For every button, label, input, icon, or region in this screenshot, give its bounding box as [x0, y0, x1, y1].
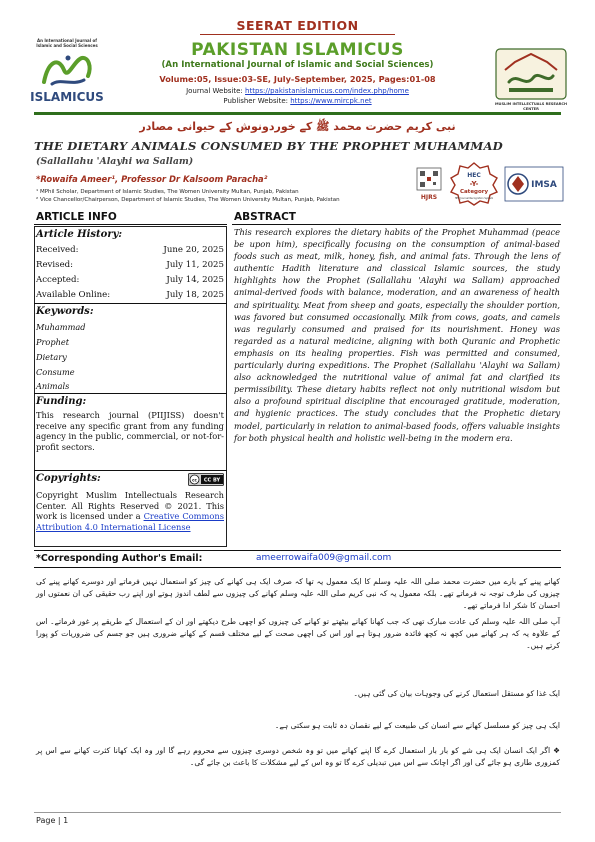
history-value: July 18, 2025 — [166, 290, 224, 300]
keyword-item: Consume — [36, 367, 75, 377]
footer-rule — [34, 812, 561, 813]
history-value: July 14, 2025 — [166, 275, 224, 285]
abstract-heading: ABSTRACT — [234, 211, 296, 223]
urdu-paragraph: ایک غذا کو مستقل استعمال کرنے کی وجوہات بیان کی گئی ہیں۔ — [353, 689, 560, 698]
publisher-website-link[interactable]: https://www.mircpk.net — [290, 97, 372, 105]
history-label: Received: — [36, 245, 79, 255]
urdu-title: نبی کریم حضرت محمد ﷺ کے خوردونوش کے حیوانی مصادر — [139, 120, 456, 133]
affiliation-2: ² Vice Chancellor/Chairperson, Department of Islamic Studies, The Women University Multan, Punjab, Pakistan — [36, 197, 340, 203]
keyword-item: Animals — [36, 381, 70, 391]
publisher-website-line — [110, 97, 485, 105]
keyword-item: Muhammad — [36, 322, 86, 332]
hec-y-category-badge — [450, 162, 498, 206]
journal-website-label: Journal Website: — [186, 87, 243, 95]
history-value: June 20, 2025 — [163, 245, 224, 255]
author-list: *Rowaifa Ameer¹, Professor Dr Kalsoom Paracha² — [36, 174, 268, 184]
funding-heading: Funding: — [36, 396, 87, 407]
islamicus-calligraphy-logo — [38, 52, 98, 90]
imsa-label: IMSA — [531, 180, 557, 190]
keyword-item: Dietary — [36, 352, 67, 362]
hjrs-label: HJRS — [420, 194, 438, 201]
funding-divider — [34, 470, 227, 471]
history-heading: Article History: — [36, 229, 123, 240]
keywords-heading: Keywords: — [36, 306, 94, 317]
journal-website-line — [110, 87, 485, 95]
edition-label: SEERAT EDITION — [236, 18, 359, 33]
corresponding-author-label: *Corresponding Author's Email: — [36, 553, 203, 564]
page-number: Page | 1 — [36, 816, 69, 825]
copyrights-heading: Copyrights: — [36, 473, 101, 484]
hjrs-badge-icon — [414, 166, 444, 202]
corresponding-bottom-rule — [34, 567, 561, 568]
affiliation-1: ¹ MPhil Scholar, Department of Islamic Studies, The Women University Multan, Punjab, Pakistan — [36, 189, 299, 195]
funding-text: This research journal (PIIJISS) doesn't receive any specific grant from any funding agency in the public, commercial, or not-for-profit sectors. — [36, 410, 224, 452]
keywords-divider — [34, 393, 227, 394]
hec-footer-label: HEC Journal Recognition System — [454, 197, 494, 200]
history-label: Accepted: — [36, 275, 80, 285]
cc-by-license-icon — [188, 473, 224, 486]
publisher-website-label: Publisher Website: — [223, 97, 288, 105]
license-link[interactable]: Creative Commons Attribution 4.0 International License — [36, 511, 225, 532]
article-subtitle: (Sallallahu 'Alayhi wa Sallam) — [36, 156, 194, 167]
history-value: July 11, 2025 — [166, 260, 224, 270]
urdu-paragraph: کھانے پینے کے بارے میں حضرت محمد صلی اللہ علیہ وسلم کا ایک معمول یہ تھا کہ صرف ایک ہی کھانے کی چیز کو استعمال نہیں فرماتے اور دوسرے کھانے پینے کی چیزوں کی طرف توجہ نہ فرماتے تھے۔ بلکہ معمول یہ کہ نبی کریم صلی اللہ علیہ وسلم کھانے کی چیزوں سے لطف اندوز ہوتے اور اپنے رب حقیقی کی ان نعمتوں اور احسان کا شکر ادا فرماتے تھے۔ — [36, 577, 560, 611]
left-logo-caption: An International Journal of Islamic and Social Sciences — [36, 38, 98, 48]
article-info-heading: ARTICLE INFO — [36, 211, 117, 223]
journal-name: PAKISTAN ISLAMICUS — [191, 40, 404, 60]
urdu-paragraph: ایک ہی چیز کو مسلسل کھانے سے انسان کی طبیعت کے لیے نقصان دہ ثابت ہو سکتی ہے۔ — [274, 721, 560, 730]
hec-bottom-label: Category — [459, 189, 489, 195]
history-divider — [34, 303, 227, 304]
keyword-item: Prophet — [36, 337, 70, 347]
svg-text:cc: cc — [192, 477, 197, 483]
corresponding-divider — [34, 550, 561, 551]
copyrights-text — [36, 490, 224, 532]
urdu-bullet-paragraph: ❖ اگر ایک انسان ایک ہی شے کو بار بار استعمال کرے گا اپنے کھانے میں تو وہ شخص دوسری چیزوں سے محروم رہے گا اور وہ ایک کھانا کثرت کھانے سے اس پر کمزوری طاری ہو جائے گی اور اگر اچانک سے اس میں تبدیلی کرے گا تو وہ اس کے لیے مشکلات کا باعث بن جائے گی۔ — [36, 746, 560, 768]
hec-mid-label: -Y- — [469, 180, 479, 188]
edition-underline — [200, 34, 395, 35]
copyrights-statement: Copyright Muslim Intellectuals Research Center. All Rights Reserved © 2021. This work is licensed under a — [36, 490, 224, 521]
imsa-badge-icon — [504, 166, 564, 202]
volume-issue-line: Volume:05, Issue:03-SE, July-September, 2025, Pages:01-08 — [159, 74, 436, 84]
history-label: Revised: — [36, 260, 74, 270]
right-logo-caption: MUSLIM INTELLECTUALS RESEARCH CENTER — [494, 102, 568, 111]
left-logo-wordmark: ISLAMICUS — [30, 90, 104, 104]
corresponding-author-email[interactable]: ameerrowaifa009@gmail.com — [256, 553, 392, 563]
header-divider — [34, 112, 561, 115]
abstract-text: This research explores the dietary habits of the Prophet Muhammad (peace be upon him), specifically focusing on the consumption of animal-based foods such as meat, milk, honey, fish, and animal fats. Through the lens of authentic Hadith literature and classical Islamic sources, the study highlights how the Prophet (Sallallahu 'Alayhi wa Sallam) approached animal-derived foods with balance, moderation, and an awareness of health and spirituality. Meat from sheep and goats, especially the shoulder portion, was favored but consumed occasionally. Milk from cows, goats, and camels was regularly consumed and praised for its nourishment. Honey was regarded as a natural medicine, aligning with both Quranic and Prophetic emphasis on its healing properties. Fish was permitted and consumed, particularly during expeditions. The Prophet (Sallallahu 'Alayhi wa Sallam) also acknowledged the nutritional value of animal fat and clarified its permissibility. These dietary habits reflect not only nutritional wisdom but also a profound spiritual discipline that encouraged gratitude, moderation, and hygienic practices. The study concludes that the Prophetic dietary model, particularly in relation to animal-based foods, offers valuable insights for both physical health and holistic well-being in the modern era. — [234, 227, 560, 443]
journal-website-link[interactable]: https://pakistanislamicus.com/index.php/home — [245, 87, 409, 95]
mirc-muslim-logo — [495, 48, 567, 100]
journal-subtitle: (An International Journal of Islamic and Social Sciences) — [161, 60, 434, 70]
hec-top-label: HEC — [467, 172, 481, 179]
history-label: Available Online: — [36, 290, 111, 300]
cc-badge-label: CC BY — [203, 477, 221, 484]
article-title: THE DIETARY ANIMALS CONSUMED BY THE PROPHET MUHAMMAD — [34, 139, 503, 153]
urdu-paragraph: آپ صلی اللہ علیہ وسلم کی عادت مبارک تھی کہ جب کھانا کھانے بیٹھتے تو کھانے کی چیزوں کو اچھی طرح دیکھتے اور ان کے استعمال کے طریقے پر غور فرماتے۔ اس کے علاوہ یہ کہ ہر کھانے میں کچھ نہ کچھ فائدہ ضرور ہوتا ہے اور اس کی اچھی صحت کے لیے مختلف قسم کے کھانے ضروری ہیں جو جسم کی ضروریات کو پورا کرتے ہیں۔ — [36, 617, 560, 651]
